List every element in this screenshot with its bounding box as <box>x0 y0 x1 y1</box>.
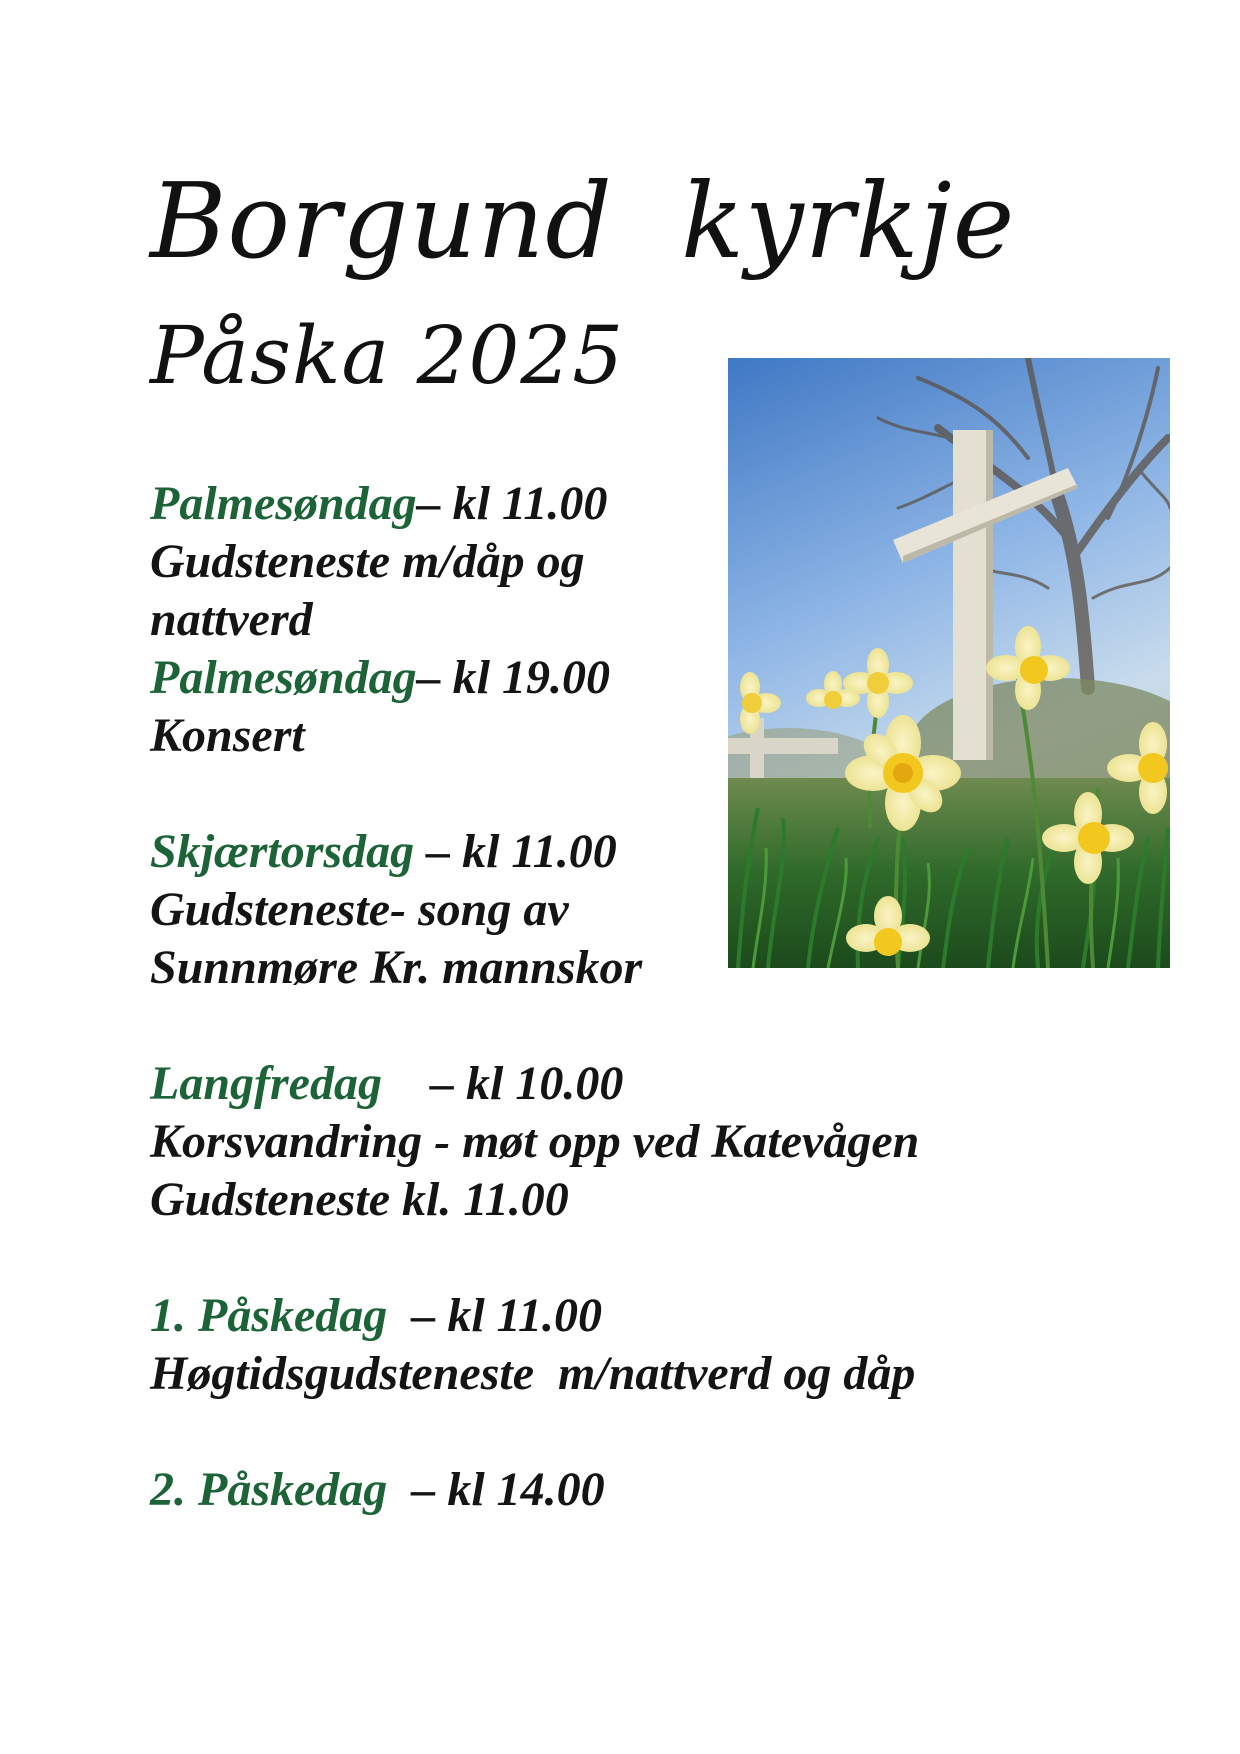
event-spacer <box>150 997 919 1055</box>
event-day: 2. Påskedag <box>150 1463 412 1516</box>
event-description: nattverd <box>150 593 313 646</box>
event-day: Skjærtorsdag <box>150 825 427 878</box>
event-day: 1. Påskedag <box>150 1289 412 1342</box>
event-spacer <box>150 1403 919 1461</box>
event-time: – kl 11.00 <box>416 477 608 530</box>
event-description: Korsvandring - møt opp ved Katevågen <box>150 1115 920 1168</box>
event-spacer <box>150 1229 919 1287</box>
event-description: Konsert <box>150 709 305 762</box>
event-time: – kl 11.00 <box>411 1289 602 1342</box>
event-day: Langfredag <box>150 1057 430 1110</box>
page-title: Borgund kyrkje <box>150 160 1016 282</box>
event-heading <box>150 823 919 881</box>
event-spacer <box>150 765 919 823</box>
event-time: – kl 19.00 <box>416 651 611 704</box>
page-subtitle: Påska 2025 <box>150 309 625 402</box>
event-description: Gudsteneste kl. 11.00 <box>150 1173 569 1226</box>
event-heading <box>150 1287 919 1345</box>
event-time: – kl 11.00 <box>426 825 617 878</box>
event-heading <box>150 649 919 707</box>
event-heading <box>150 1055 919 1113</box>
event-description: Gudsteneste- song av <box>150 883 569 936</box>
event-day: Palmesøndag <box>150 477 417 530</box>
event-time: – kl 10.00 <box>429 1057 624 1110</box>
event-heading <box>150 475 919 533</box>
event-description: Gudsteneste m/dåp og <box>150 535 585 588</box>
event-description: Høgtidsgudsteneste m/nattverd og dåp <box>150 1347 916 1400</box>
event-list <box>150 475 919 1519</box>
event-time: – kl 14.00 <box>411 1463 605 1516</box>
event-day: Palmesøndag <box>150 651 417 704</box>
event-description: Sunnmøre Kr. mannskor <box>150 941 643 994</box>
event-heading <box>150 1461 919 1519</box>
